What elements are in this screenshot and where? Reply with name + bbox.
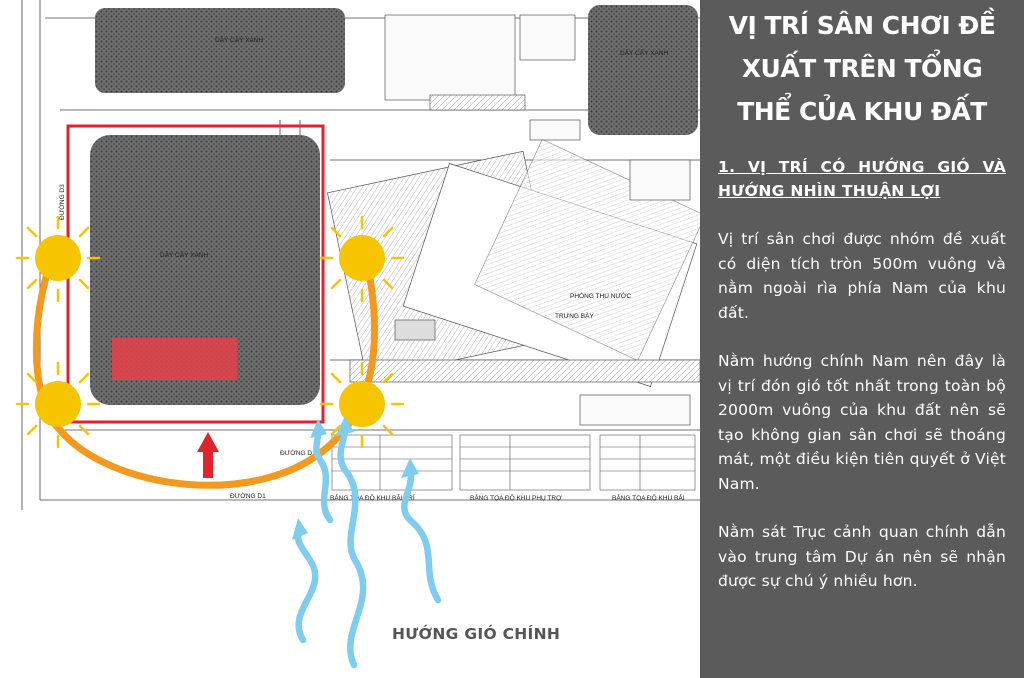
panel-subheading: 1. VỊ TRÍ CÓ HƯỚNG GIÓ VÀ HƯỚNG NHÌN THUẬN LỢI: [718, 158, 1006, 200]
label-tree-main: DÂY CÂY XANH: [160, 252, 209, 259]
label-tree-top-right: DÂY CÂY XANH: [620, 50, 669, 57]
label-table-2: BẢNG TỌA ĐỘ KHU PHỤ TRỢ: [470, 495, 562, 502]
sun-icon: [17, 363, 99, 447]
panel-paragraph: Nằm hướng chính Nam nên đây là vị trí đón gió tốt nhất trong toàn bộ 2000m vuông của khu đất nên sẽ tạo không gian sân chơi sẽ thoáng mát, một điều kiện tiên quyết ở Việt Nam.: [718, 352, 1006, 493]
wind-direction-label: HƯỚNG GIÓ CHÍNH: [392, 625, 561, 643]
panel-title: VỊ TRÍ SÂN CHƠI ĐỀ XUẤT TRÊN TỔNG THỂ CỦA KHU ĐẤT: [728, 11, 996, 126]
panel-paragraph: Nằm sát Trục cảnh quan chính dẫn vào trung tâm Dự án nên sẽ nhận được sự chú ý nhiều hơn.: [718, 523, 1006, 590]
label-table-1: BẢNG TỌA ĐỘ KHU BÃI TRÍ: [330, 495, 415, 502]
label-road-d1-bottom: ĐƯỜNG D1: [230, 493, 266, 500]
label-room: PHÒNG THU NƯỚC: [570, 293, 632, 300]
sun-icon: [17, 217, 99, 301]
panel-paragraph: Vị trí sân chơi được nhóm đề xuất có diện tích tròn 500m vuông và nằm ngoài rìa phía Nam của khu đất.: [718, 230, 1006, 322]
label-road-d3: ĐƯỜNG D3: [59, 184, 66, 220]
label-exhibit: TRƯNG BÀY: [555, 313, 594, 320]
tree-zone-top: [95, 8, 345, 93]
tree-zone-top-right: [588, 5, 698, 135]
playground-area: [112, 338, 237, 380]
direction-arrow: [197, 432, 219, 478]
coordinate-tables: [332, 435, 695, 490]
info-panel: [700, 0, 1024, 678]
label-road-d1: ĐƯỜNG D1: [280, 450, 316, 457]
label-table-3: BẢNG TỌA ĐỘ KHU BẢI: [612, 495, 685, 502]
label-tree-top: DÂY CÂY XANH: [215, 37, 264, 44]
